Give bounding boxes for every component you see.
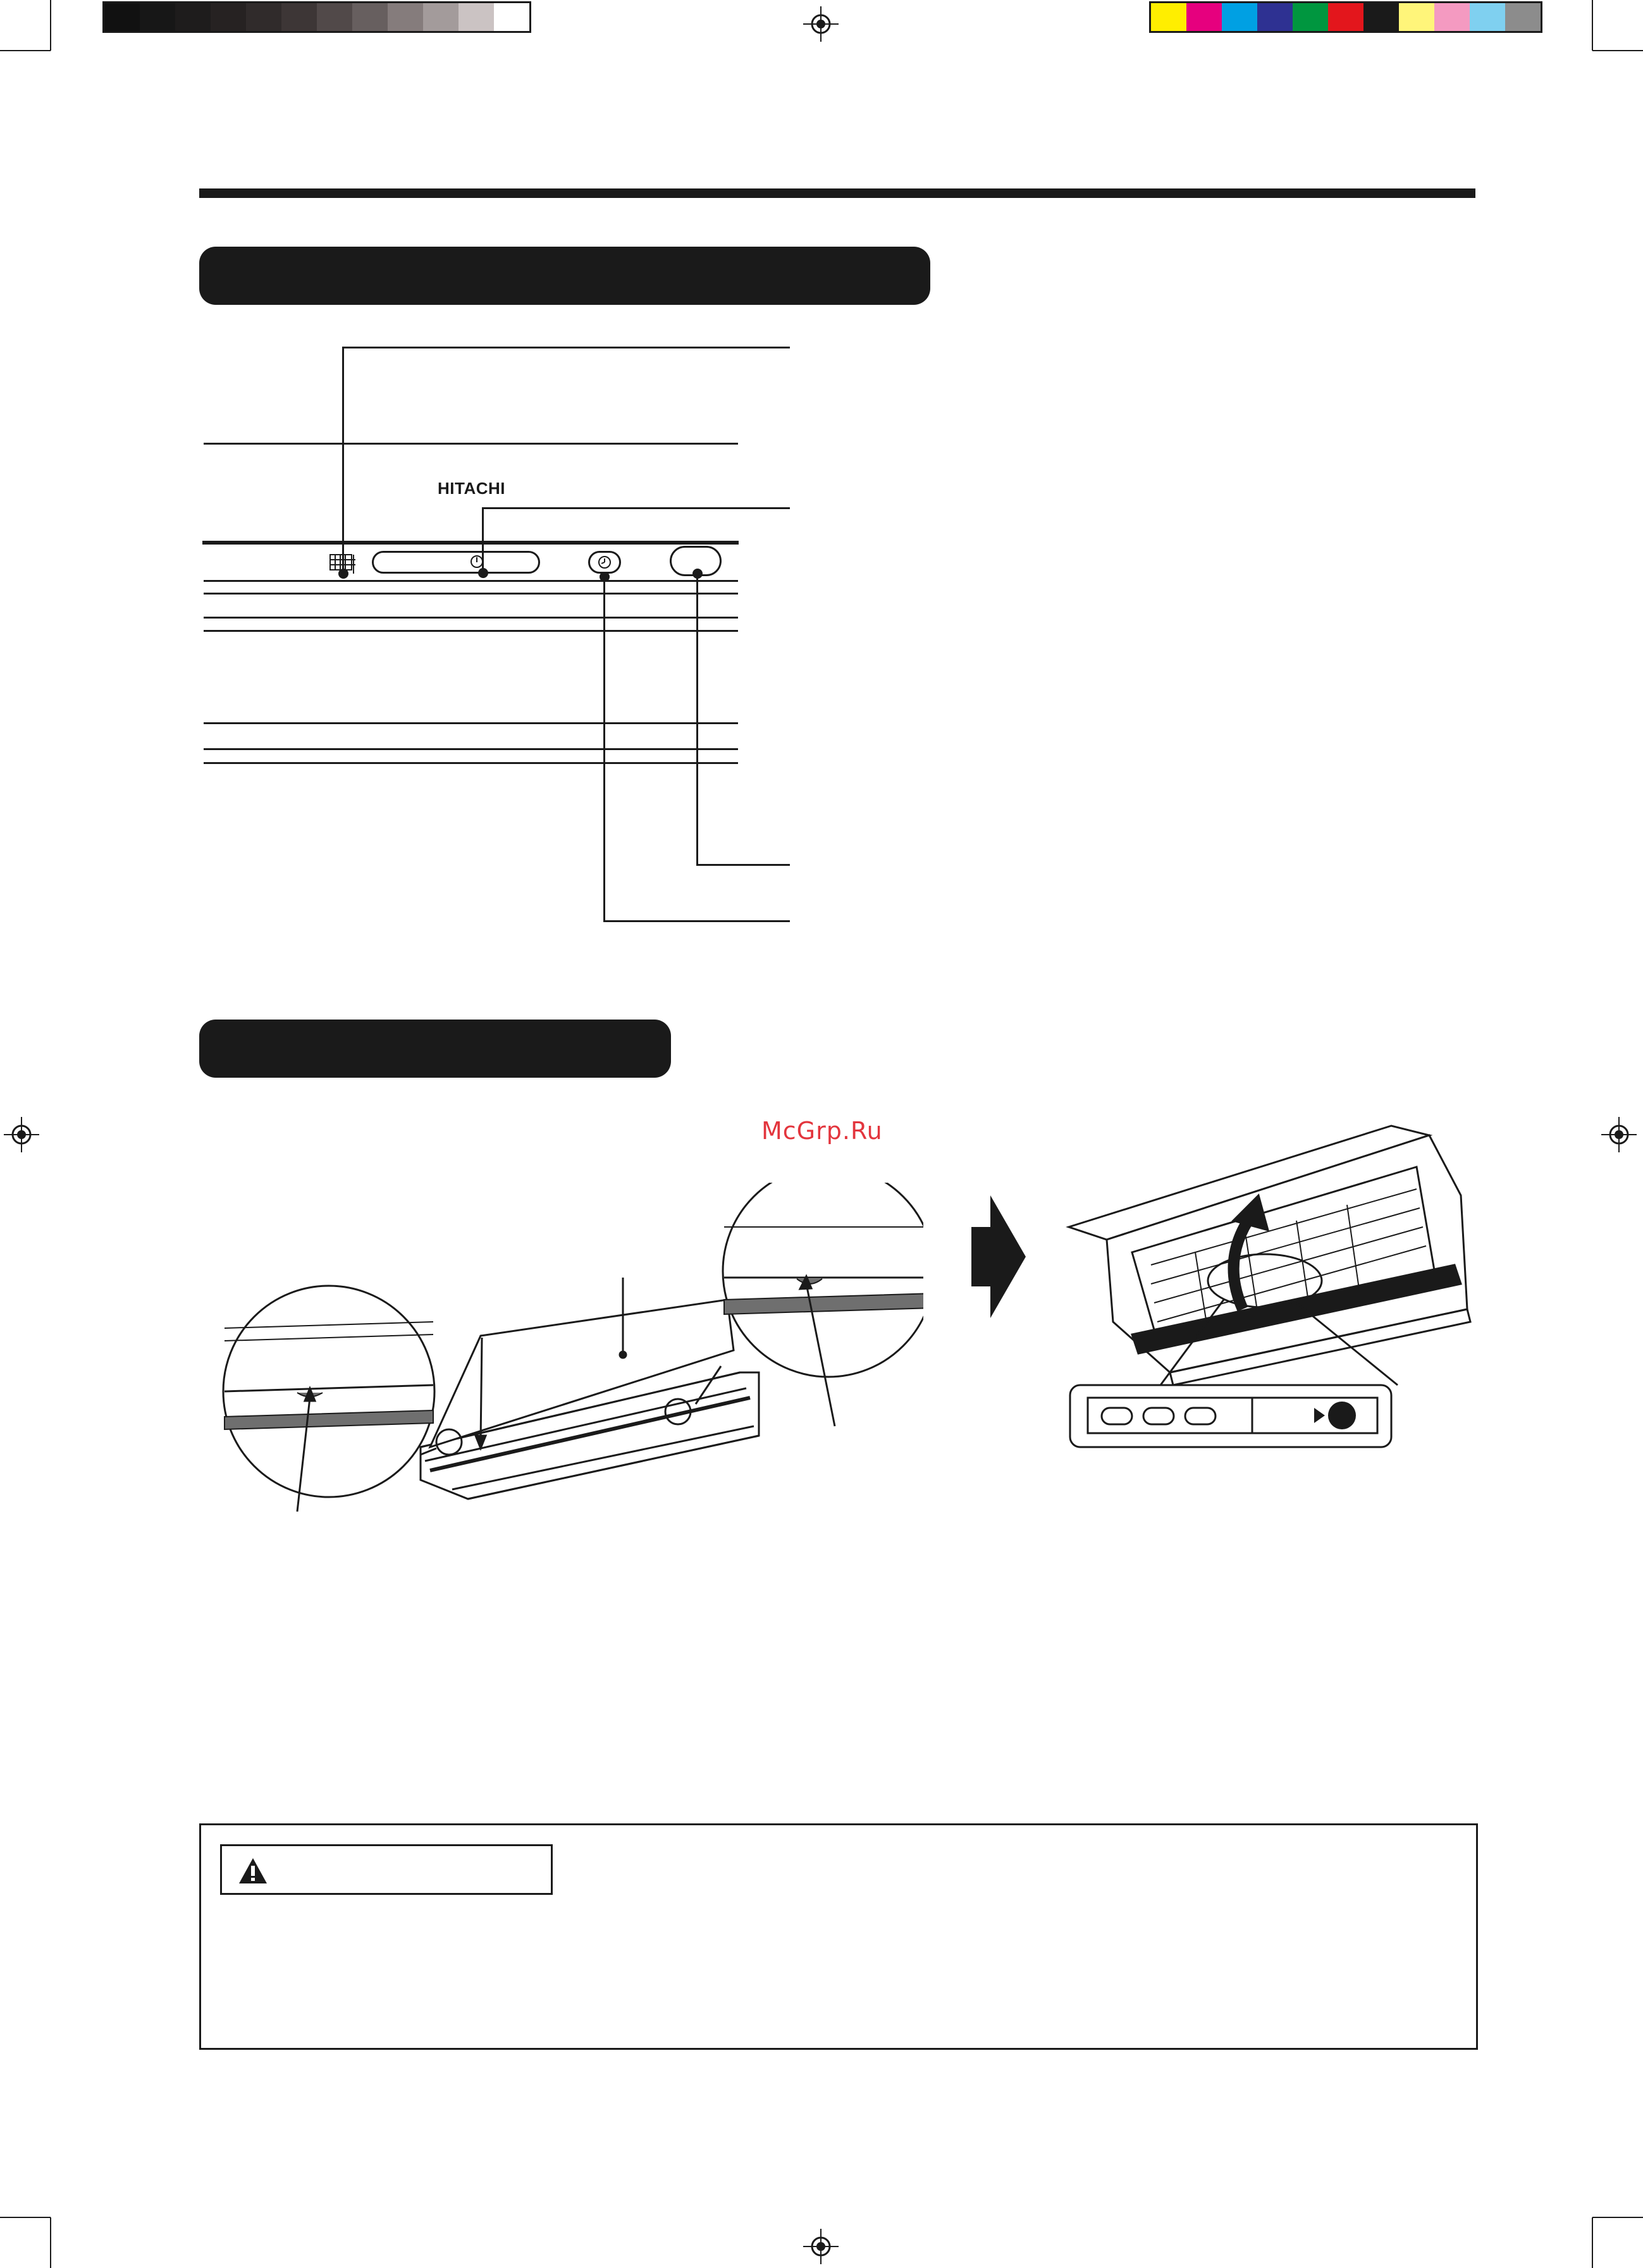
page-header-rule (199, 188, 1475, 198)
unit-closed-illustration (202, 1183, 923, 1518)
section-heading-indoor-unit (199, 247, 930, 305)
leader-line-filter (342, 347, 344, 573)
gray-swatch (458, 3, 494, 31)
unit-louver-line (204, 748, 738, 750)
color-swatch (1505, 3, 1541, 31)
gray-scale-bar (102, 1, 531, 33)
color-swatch (1151, 3, 1186, 31)
gray-swatch (388, 3, 423, 31)
gray-swatch (175, 3, 211, 31)
color-swatch (1363, 3, 1399, 31)
warning-triangle-icon (238, 1857, 268, 1885)
clock-icon (597, 555, 612, 570)
color-swatch (1186, 3, 1222, 31)
leader-line-receiver (696, 864, 790, 866)
leader-line-filter (342, 347, 790, 348)
gray-swatch (494, 3, 529, 31)
gray-swatch (317, 3, 352, 31)
gray-swatch (281, 3, 317, 31)
registration-mark-icon (803, 2229, 839, 2264)
gray-swatch (423, 3, 458, 31)
caution-label-box (220, 1844, 553, 1895)
color-swatch (1434, 3, 1470, 31)
unit-panel-line (204, 617, 738, 619)
unit-panel-line (204, 630, 738, 632)
section-heading-panel-opening (199, 1020, 671, 1078)
color-swatch (1222, 3, 1257, 31)
registration-mark-icon (4, 1117, 39, 1152)
gray-swatch (352, 3, 388, 31)
leader-line-timer (603, 576, 605, 922)
unit-panel-line (204, 580, 738, 582)
color-swatch (1257, 3, 1293, 31)
watermark-text: McGrp.Ru (761, 1117, 883, 1145)
unit-louver-line (204, 762, 738, 764)
color-swatch (1293, 3, 1328, 31)
operation-lamp-panel (372, 551, 540, 574)
gray-swatch (211, 3, 246, 31)
gray-swatch (104, 3, 140, 31)
color-swatch (1399, 3, 1434, 31)
control-button-strip (1069, 1384, 1393, 1448)
leader-line-timer (603, 920, 790, 922)
gray-swatch (140, 3, 175, 31)
registration-mark-icon (1601, 1117, 1637, 1152)
unit-top-edge (204, 443, 738, 445)
leader-line-operation (482, 507, 790, 509)
gray-swatch (246, 3, 281, 31)
leader-line-operation (482, 507, 484, 573)
unit-panel-line (204, 593, 738, 595)
arrow-right-icon (971, 1195, 1026, 1318)
leader-line-receiver (696, 572, 698, 866)
brand-logo: HITACHI (438, 479, 506, 498)
color-bar (1149, 1, 1542, 33)
registration-mark-icon (803, 6, 839, 42)
color-swatch (1328, 3, 1363, 31)
unit-louver-line (204, 722, 738, 724)
unit-panel-edge (202, 541, 739, 545)
color-swatch (1470, 3, 1505, 31)
